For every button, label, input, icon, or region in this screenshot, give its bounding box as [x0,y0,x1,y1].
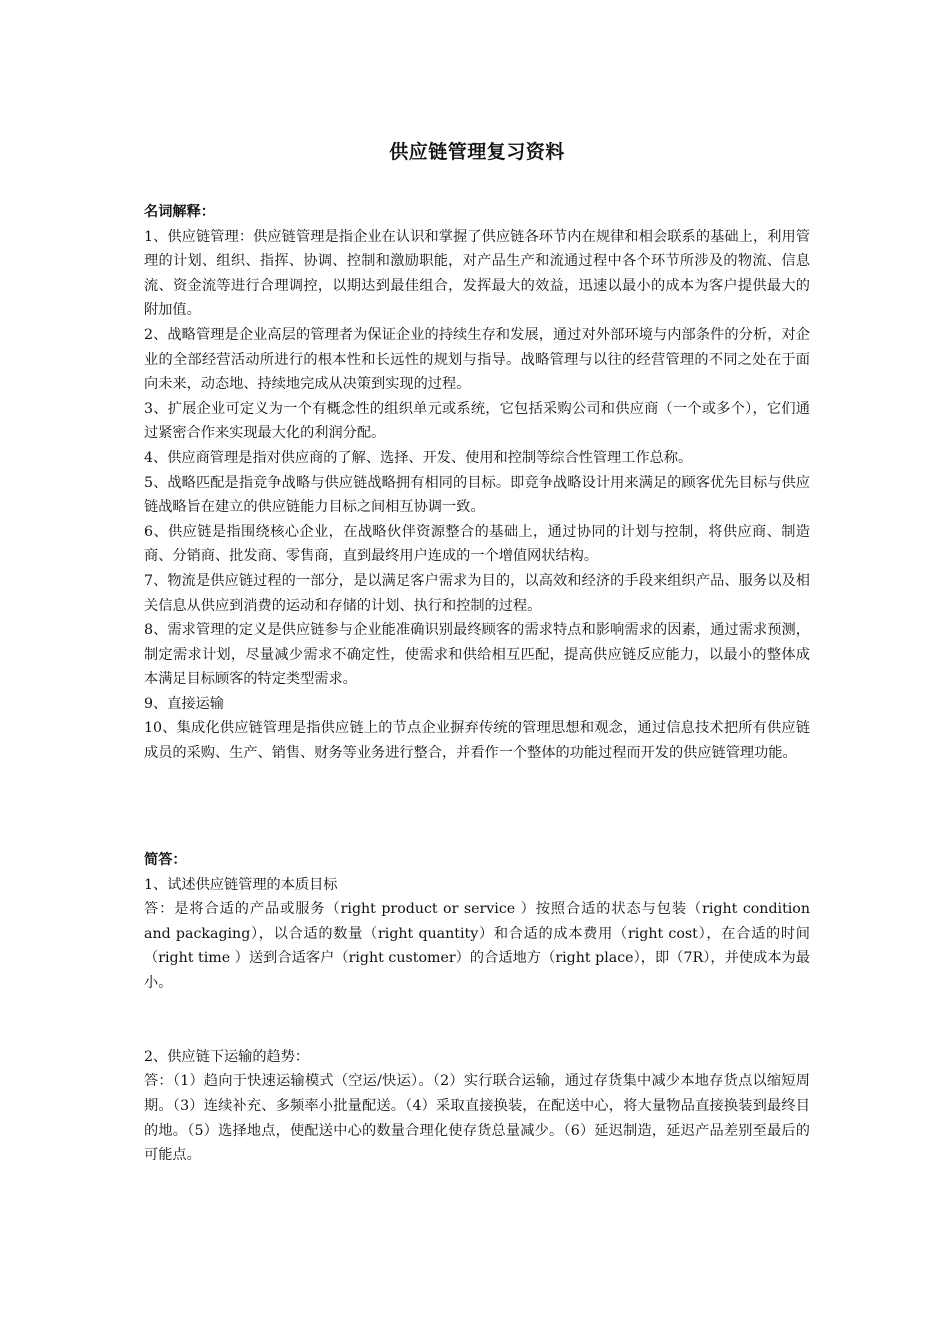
term-item: 4、供应商管理是指对供应商的了解、选择、开发、使用和控制等综合性管理工作总称。 [144,449,693,466]
term-item: 3、扩展企业可定义为一个有概念性的组织单元或系统，它包括采购公司和供应商（一个或多个），它们通过紧密合作来实现最大化的利润分配。 [144,400,810,442]
short-answer-heading: 简答： [144,852,187,868]
document-title: 供应链管理复习资料 [389,141,565,163]
answer-1: 答：是将合适的产品或服务（right product or service ）按照合适的状态与包装（right condition and packaging），以合适的数量（right quantity）和合适的成本费用（right cost），在合适的时间（right time ）送到合适客户（right customer）的合适地方（right place），即（7R），并使成本为最小。 [144,901,810,991]
term-item: 2、战略管理是企业高层的管理者为保证企业的持续生存和发展，通过对外部环境与内部条件的分析，对企业的全部经营活动所进行的根本性和长远性的规划与指导。战略管理与以往的经营管理的不同之处在于面向未来，动态地、持续地完成从决策到实现的过程。 [144,326,810,393]
term-item: 6、供应链是指围绕核心企业，在战略伙伴资源整合的基础上，通过协同的计划与控制，将供应商、制造商、分销商、批发商、零售商，直到最终用户连成的一个增值网状结构。 [144,523,810,565]
terms-section [144,200,810,766]
terms-heading: 名词解释： [144,204,215,220]
question-2: 2、供应链下运输的趋势： [144,1048,310,1065]
blank-line [144,1020,810,1045]
blank-line [144,996,810,1021]
term-item: 7、物流是供应链过程的一部分，是以满足客户需求为目的，以高效和经济的手段来组织产品、服务以及相关信息从供应到消费的运动和存储的计划、执行和控制的过程。 [144,572,810,614]
term-item: 9、直接运输 [144,695,224,712]
short-answer-section [144,848,810,1168]
term-item: 5、战略匹配是指竞争战略与供应链战略拥有相同的目标。即竞争战略设计用来满足的顾客优先目标与供应链战略旨在建立的供应链能力目标之间相互协调一致。 [144,474,810,516]
term-item: 10、集成化供应链管理是指供应链上的节点企业摒弃传统的管理思想和观念，通过信息技术把所有供应链成员的采购、生产、销售、财务等业务进行整合，并看作一个整体的功能过程而开发的供应链管理功能。 [144,720,810,762]
question-1: 1、试述供应链管理的本质目标 [144,876,338,893]
answer-2: 答：（1）趋向于快速运输模式（空运/快运）。（2）实行联合运输，通过存货集中减少本地存货点以缩短周期。（3）连续补充、多频率小批量配送。（4）采取直接换装，在配送中心，将大量物品直接换装到最终目的地。（5）选择地点，使配送中心的数量合理化使存货总量减少。（6）延迟制造，延迟产品差别至最后的可能点。 [144,1073,810,1164]
term-item: 8、需求管理的定义是供应链参与企业能准确识别最终顾客的需求特点和影响需求的因素，通过需求预测，制定需求计划，尽量减少需求不确定性，使需求和供给相互匹配，提高供应链反应能力，以最小的整体成本满足目标顾客的特定类型需求。 [144,622,810,688]
term-item: 1、供应链管理：供应链管理是指企业在认识和掌握了供应链各环节内在规律和相会联系的基础上，利用管理的计划、组织、指挥、协调、控制和激励职能，对产品生产和流通过程中各个环节所涉及的物流、信息流、资金流等进行合理调控，以期达到最佳组合，发挥最大的效益，迅速以最小的成本为客户提供最大的附加值。 [144,228,810,319]
